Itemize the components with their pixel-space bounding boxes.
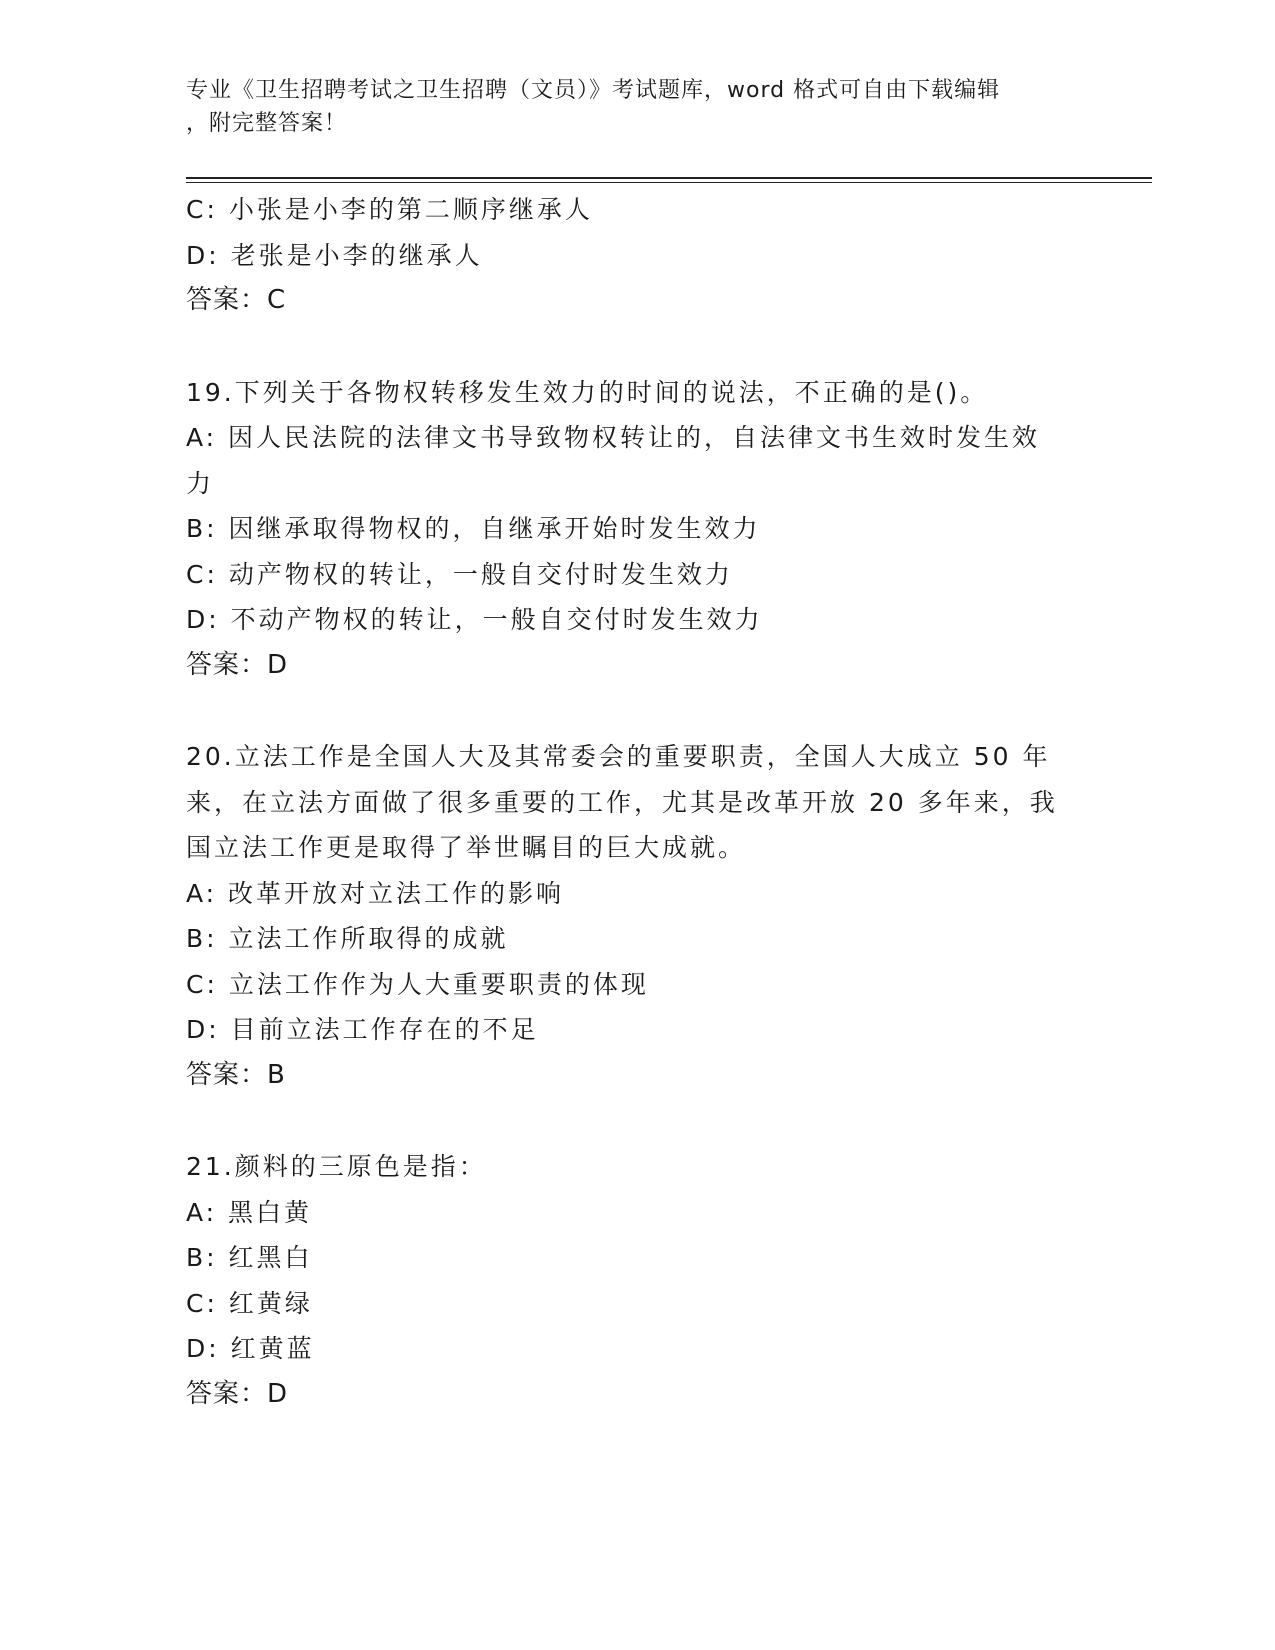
answer: 答案：D	[186, 1378, 289, 1409]
option-b: B: 立法工作所取得的成就	[186, 924, 509, 953]
option-c: C: 小张是小李的第二顺序继承人	[186, 195, 593, 224]
question-stem-continued: 国立法工作更是取得了举世瞩目的巨大成就。	[186, 833, 747, 862]
question-19	[186, 370, 1086, 689]
option-d: D: 老张是小李的继承人	[186, 240, 483, 270]
option-d: D: 不动产物权的转让，一般自交付时发生效力	[186, 605, 763, 634]
answer: 答案：B	[186, 1059, 286, 1090]
option-a: A: 黑白黄	[186, 1197, 313, 1227]
document-header	[186, 74, 1066, 140]
header-divider-thin	[186, 182, 1152, 183]
option-b: B: 因继承取得物权的，自继承开始时发生效力	[186, 514, 761, 543]
option-c: C: 立法工作作为人大重要职责的体现	[186, 969, 649, 999]
option-d: D: 目前立法工作存在的不足	[186, 1015, 539, 1044]
spacer	[186, 688, 1086, 734]
question-list	[186, 187, 1086, 1417]
header-line-1: 专业《卫生招聘考试之卫生招聘（文员）》考试题库，word 格式可自由下载编辑	[186, 78, 1001, 103]
question-stem: 20.立法工作是全国人大及其常委会的重要职责，全国人大成立 50 年	[186, 742, 1051, 771]
question-18-tail	[186, 187, 1086, 324]
spacer	[186, 324, 1086, 370]
option-c: C: 红黄绿	[186, 1288, 313, 1318]
option-b: B: 红黑白	[186, 1243, 313, 1272]
spacer	[186, 1098, 1086, 1144]
question-stem: 19.下列关于各物权转移发生效力的时间的说法，不正确的是()。	[186, 377, 989, 407]
question-20	[186, 734, 1086, 1098]
option-d: D: 红黄蓝	[186, 1334, 315, 1363]
answer: 答案：D	[186, 649, 289, 680]
header-line-2: ，附完整答案！	[186, 111, 348, 136]
answer: 答案：C	[186, 285, 287, 315]
question-stem: 21.颜料的三原色是指：	[186, 1152, 487, 1181]
option-a: A: 因人民法院的法律文书导致物权转让的，自法律文书生效时发生效	[186, 423, 1041, 452]
question-21	[186, 1144, 1086, 1417]
header-divider	[186, 177, 1152, 179]
option-c: C: 动产物权的转让，一般自交付时发生效力	[186, 559, 733, 589]
option-a: A: 改革开放对立法工作的影响	[186, 878, 565, 908]
option-a-continued: 力	[186, 468, 215, 498]
question-stem-continued: 来，在立法方面做了很多重要的工作，尤其是改革开放 20 多年来，我	[186, 787, 1058, 817]
